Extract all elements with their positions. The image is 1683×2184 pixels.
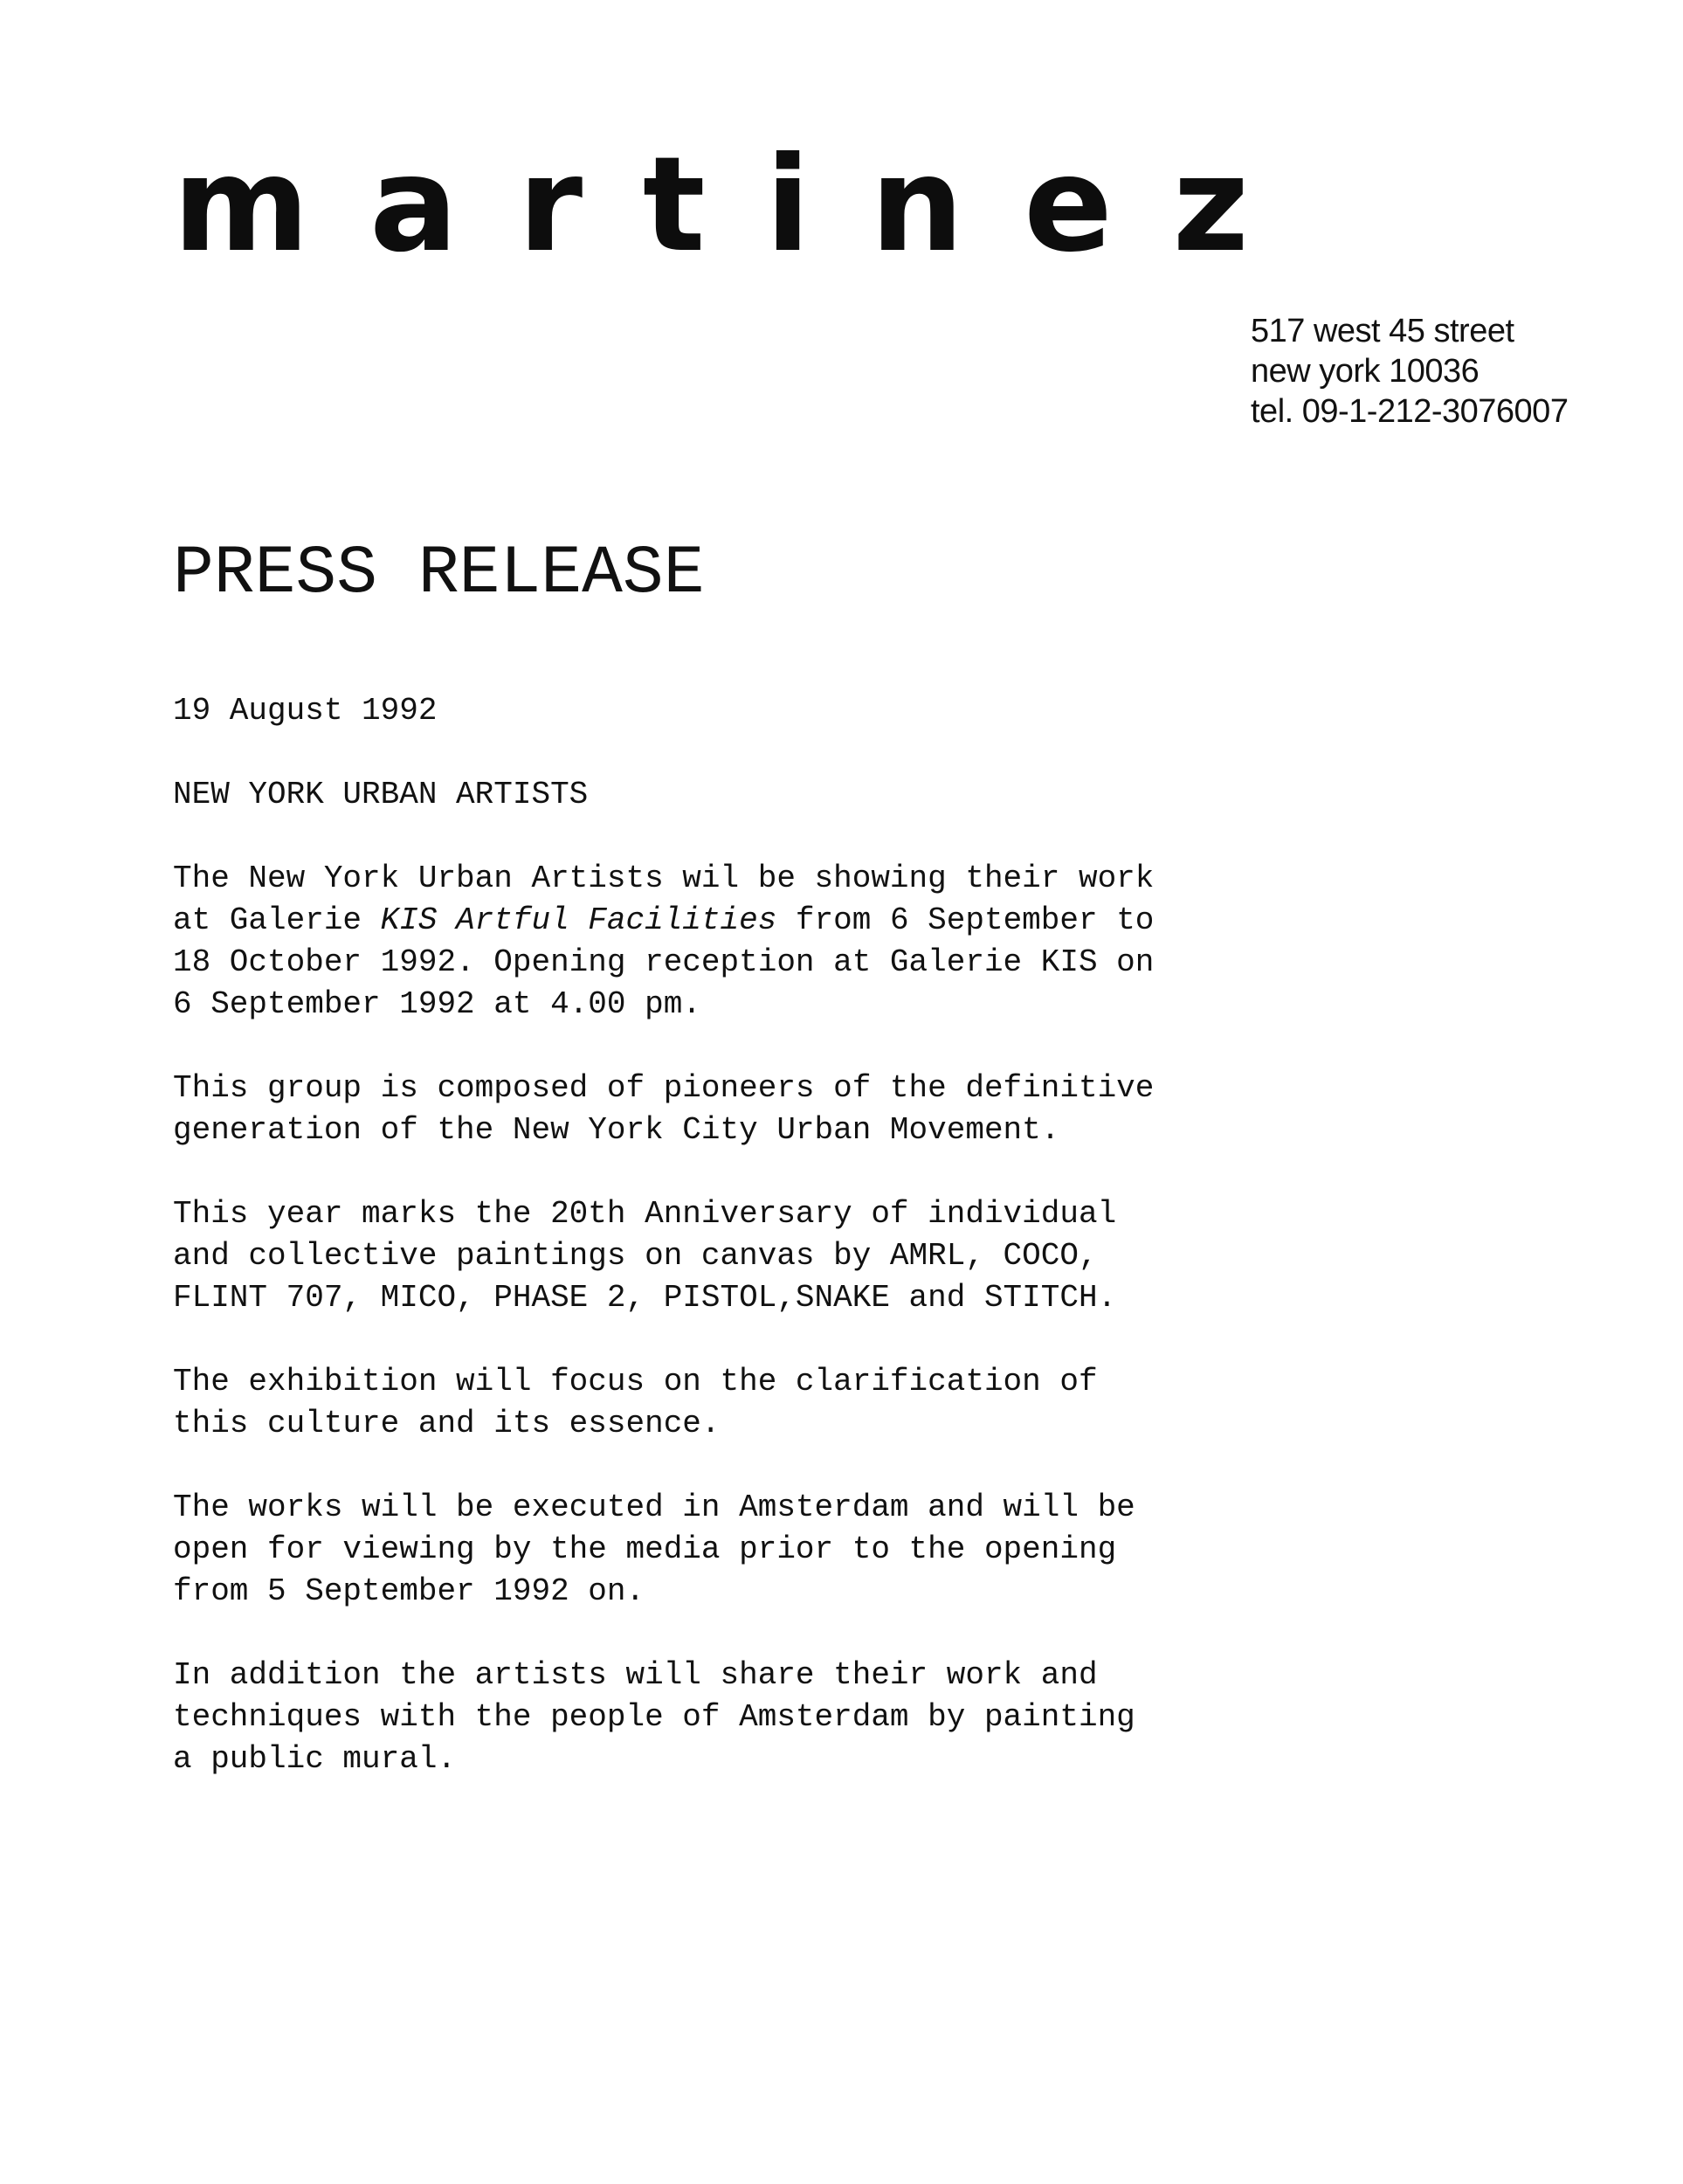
paragraph-line: generation of the New York City Urban Movement. xyxy=(173,1112,1060,1148)
paragraph-line: The exhibition will focus on the clarification of xyxy=(173,1364,1098,1400)
text-segment: from 6 September to xyxy=(776,902,1155,938)
paragraph-line: 18 October 1992. Opening reception at Galerie KIS on xyxy=(173,944,1155,980)
paragraph-5 xyxy=(173,1487,1221,1613)
logo-letter: t xyxy=(642,129,706,281)
paragraph-line: from 5 September 1992 on. xyxy=(173,1573,645,1609)
logo-letter: n xyxy=(870,129,964,281)
paragraph-line: This group is composed of pioneers of the definitive xyxy=(173,1070,1155,1106)
logo-letter: i xyxy=(765,129,810,281)
release-date: 19 August 1992 xyxy=(173,693,438,729)
paragraph-3 xyxy=(173,1193,1221,1319)
paragraph-line: The works will be executed in Amsterdam and will be xyxy=(173,1489,1135,1525)
paragraph-6 xyxy=(173,1655,1221,1780)
paragraph-line: and collective paintings on canvas by AMRL, COCO, xyxy=(173,1238,1098,1274)
paragraph-line: This year marks the 20th Anniversary of individual xyxy=(173,1196,1117,1232)
logo-letter: r xyxy=(518,129,583,281)
address-city: new york 10036 xyxy=(1251,353,1480,390)
paragraph-line: FLINT 707, MICO, PHASE 2, PISTOL,SNAKE and STITCH. xyxy=(173,1280,1117,1316)
paragraph-line xyxy=(173,900,1221,942)
paragraph-1 xyxy=(173,858,1221,1026)
text-segment: at Galerie xyxy=(173,902,381,938)
logo-letter: z xyxy=(1172,129,1249,281)
paragraph-line: techniques with the people of Amsterdam by painting xyxy=(173,1699,1135,1735)
logo-letter: e xyxy=(1024,129,1113,281)
paragraph-line: In addition the artists will share their work and xyxy=(173,1657,1098,1693)
paragraph-line: The New York Urban Artists wil be showing their work xyxy=(173,860,1155,896)
document-title: PRESS RELEASE xyxy=(173,536,705,612)
address-phone: tel. 09-1-212-3076007 xyxy=(1251,393,1569,430)
letterhead-address xyxy=(1251,311,1568,432)
paragraph-line: 6 September 1992 at 4.00 pm. xyxy=(173,986,701,1022)
paragraph-line: open for viewing by the media prior to the opening xyxy=(173,1531,1117,1567)
martinez-logo xyxy=(173,129,1249,281)
paragraph-4 xyxy=(173,1361,1221,1445)
paragraph-2 xyxy=(173,1068,1221,1151)
logo-letter: a xyxy=(369,129,459,281)
gallery-name-italic: KIS Artful Facilities xyxy=(380,902,777,938)
paragraph-line: a public mural. xyxy=(173,1741,457,1777)
logo-letter: m xyxy=(173,129,310,281)
document-body xyxy=(173,690,1221,1822)
address-street: 517 west 45 street xyxy=(1251,313,1514,349)
release-heading: NEW YORK URBAN ARTISTS xyxy=(173,777,589,812)
paragraph-line: this culture and its essence. xyxy=(173,1406,721,1441)
